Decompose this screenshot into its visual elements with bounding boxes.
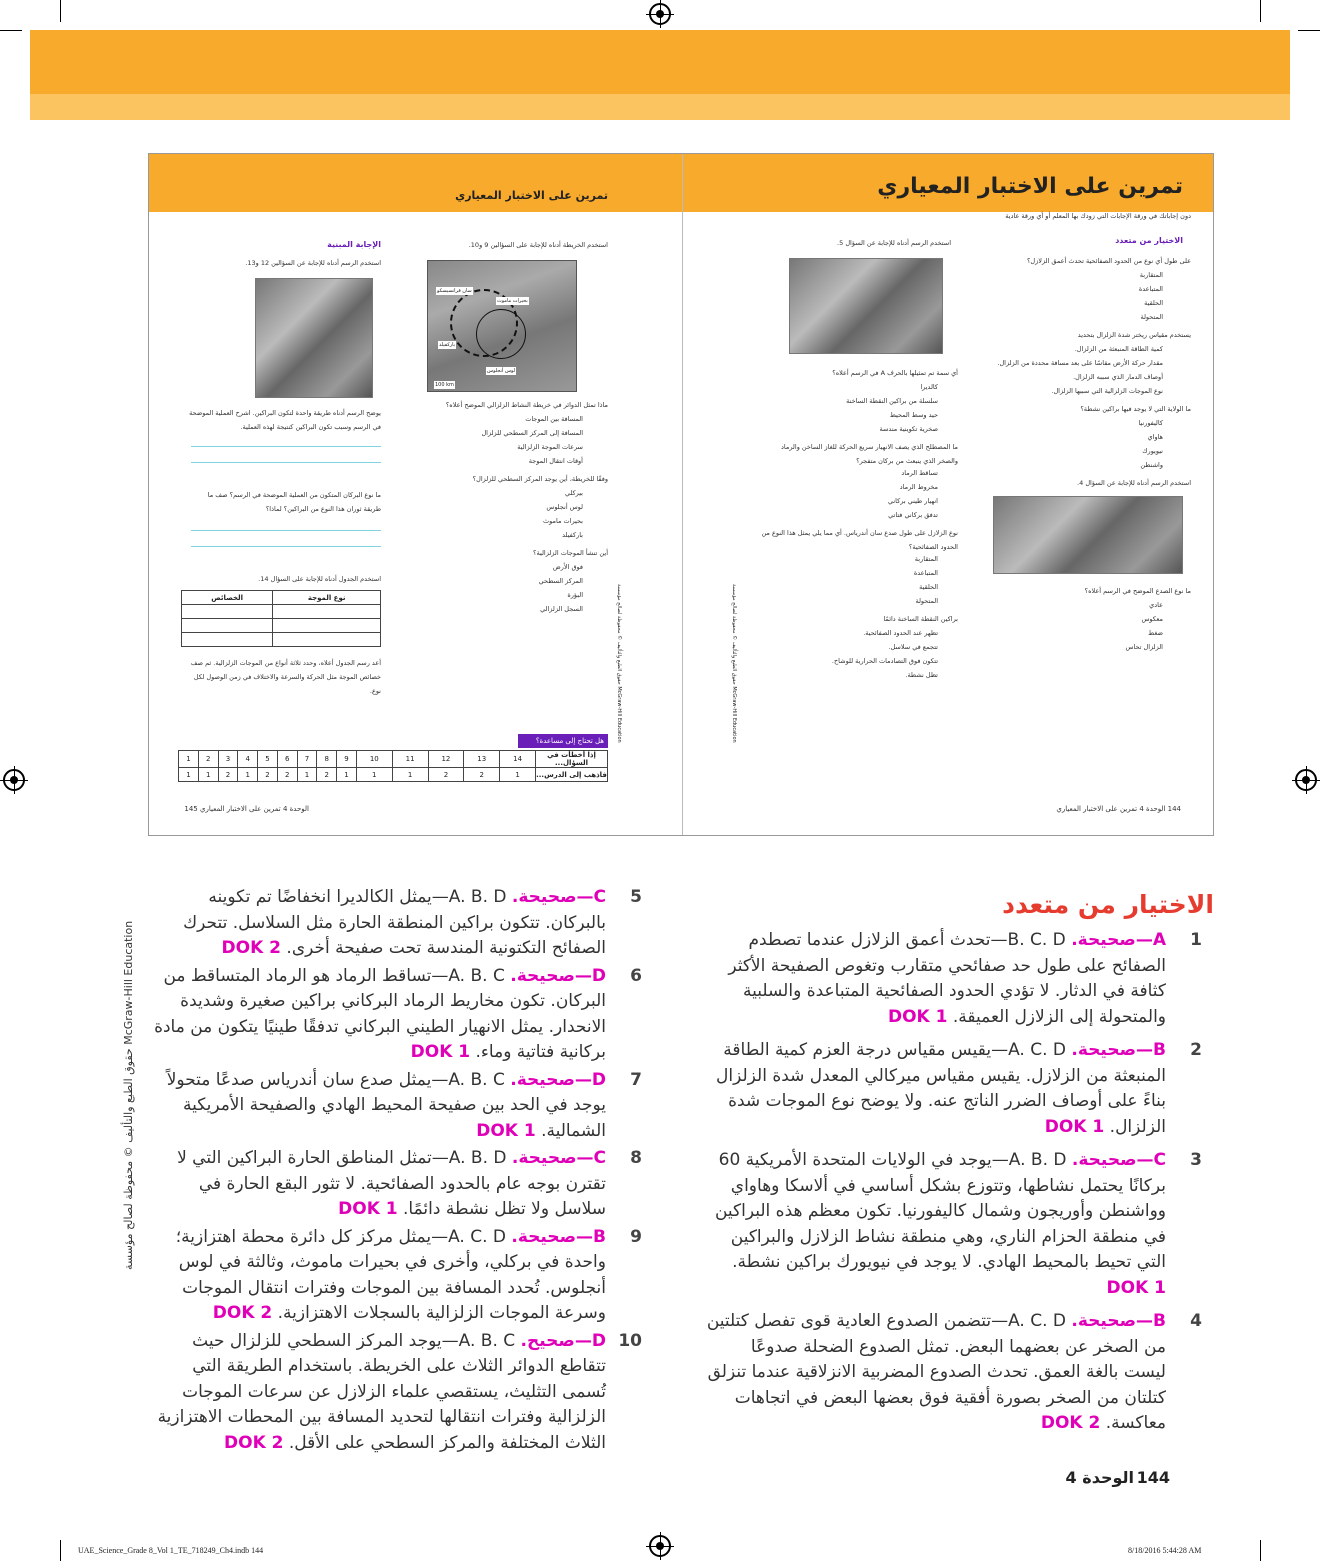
answer-correct-key: D—صحيحة.	[510, 965, 606, 986]
q9-opt: المسافة إلى المركز السطحي للزلزال	[481, 429, 583, 437]
footer-right: 144 الوحدة 4 تمرين على الاختبار المعياري	[1056, 805, 1181, 813]
q9-opt: سرعات الموجة الزلزالية	[517, 443, 583, 451]
dok-level: DOK 1	[410, 1042, 471, 1062]
answer-correct-key: C—صحيحة.	[1071, 1150, 1166, 1170]
help-question-number: 12	[428, 751, 464, 768]
answer-item	[150, 1146, 642, 1223]
help-lesson-number: 1	[179, 768, 199, 782]
help-question-number: 7	[297, 751, 317, 768]
q5-opt: كالديرا	[920, 383, 938, 391]
unit-label: الوحدة 4	[1065, 1468, 1134, 1487]
crop-mark	[60, 0, 61, 22]
crop-mark	[1260, 0, 1261, 22]
q4-opt: ضغط	[1148, 629, 1163, 637]
q9-opt: المسافة بين الموجات	[525, 415, 583, 423]
map-label: سان فرانسيسكو	[437, 288, 472, 294]
q10-opt: بحيرات ماموث	[543, 517, 583, 525]
help-question-number: 11	[392, 751, 428, 768]
q11: أين تنشأ الموجات الزلزالية؟	[533, 549, 608, 557]
answer-number: 8	[630, 1148, 642, 1168]
q7-opt: المتقاربة	[914, 555, 938, 563]
dok-level: DOK 1	[1044, 1116, 1105, 1137]
dok-level: DOK 2	[224, 1432, 284, 1453]
answer-item	[150, 1329, 642, 1457]
fault-diagram-image	[993, 496, 1183, 574]
map-scale: 100 km	[435, 382, 454, 388]
dok-level: DOK 1	[476, 1120, 536, 1141]
answer-correct-key: B—صحيحة.	[1071, 1311, 1166, 1331]
q14: أعد رسم الجدول أعلاه، وحدد ثلاثة أنواع من الموجات الزلزالية. ثم صف خصائص الموجة مثل الحركة والسرعة والاختلاف في زمن الوصول لكل نوع.	[190, 659, 381, 695]
q2-opt: أوصاف الدمار الذي سببه الزلزال.	[1073, 373, 1163, 381]
answer-explanation: يمثل الكالديرا انخفاضًا تم تكوينه بالبركان. تتكون براكين المنطقة الحارة مثل السلاسل. تتحرك الصفائح التكتونية المندسة تحت صفيحة أخرى.	[183, 887, 606, 958]
q9: ماذا تمثل الدوائر في خريطة النشاط الزلزالي الموضح أعلاه؟	[445, 401, 608, 409]
answers-heading: الاختيار من متعدد	[1002, 890, 1214, 919]
spread-copyright: حقوق الطبع والتأليف © محفوظة لصالح مؤسسة McGraw-Hill Education	[616, 584, 622, 743]
q12: يوضح الرسم أدناه طريقة واحدة لتكون البراكين. اشرح العملية الموضحة في الرسم وسبب تكون البراكين كنتيجة لهذه العملية.	[189, 409, 381, 431]
q4-opt: الزلزال تحاس	[1125, 643, 1163, 651]
answer-correct-key: B—صحيحة.	[1071, 1040, 1166, 1060]
q9-opt: أوقات انتقال الموجة	[528, 457, 583, 465]
q5: أي سمة تم تمثيلها بالحرف A في الرسم أعلاه؟	[832, 369, 958, 377]
wave-table	[181, 590, 381, 647]
q13: ما نوع البركان المتكون من العملية الموضحة في الرسم؟ صف ما طريقة ثوران هذا النوع من البراكين؟ لماذا؟	[207, 491, 381, 513]
help-question-number: 10	[356, 751, 392, 768]
q1-opt: المتباعدة	[1138, 285, 1163, 293]
answer-distractors: A. B. D—	[991, 1150, 1072, 1170]
answer-correct-key: C—صحيحة.	[511, 887, 606, 907]
q1-opt: المتقاربة	[1139, 271, 1163, 279]
footer-left: الوحدة 4 تمرين على الاختبار المعياري 145	[184, 805, 309, 813]
answer-number: 6	[630, 965, 642, 986]
answer-number: 10	[618, 1330, 642, 1351]
answer-number: 9	[630, 1226, 642, 1247]
help-row-label: إذا أخطأت في السؤال...	[536, 751, 608, 768]
q10-opt: باركفيلد	[562, 531, 583, 539]
help-question-number: 5	[258, 751, 278, 768]
answer-distractors: A. B. C—	[441, 1330, 521, 1351]
dok-level: DOK 2	[1040, 1413, 1101, 1433]
registration-mark	[3, 769, 25, 791]
q3-opt: هاواي	[1147, 433, 1163, 441]
dok-level: DOK 2	[212, 1303, 273, 1323]
help-lesson-number: 1	[337, 768, 357, 782]
answer-distractors: A. B. C—	[431, 1069, 511, 1090]
dok-level: DOK 1	[338, 1199, 398, 1219]
answer-correct-key: D—صحيح.	[520, 1330, 606, 1351]
q10-opt: بيركلي	[564, 489, 583, 497]
help-question-number: 2	[198, 751, 218, 768]
q14-prompt: استخدم الجدول أدناه للإجابة على السؤال 14.	[258, 575, 381, 583]
answer-explanation: تساقط الرماد هو الرماد المتساقط من البركان. تكون مخاريط الرماد البركاني براكين صغيرة وشديدة الانحدار. يمثل الانهيار الطيني البركاني تدفقًا طينيًا يتكون من مادة بركانية فتاتية وماء.	[154, 965, 606, 1062]
answer-correct-key: B—صحيحة.	[511, 1226, 606, 1247]
q7-opt: الحلقية	[919, 583, 938, 591]
q4: ما نوع الصدع الموضح في الرسم أعلاه؟	[1084, 587, 1191, 595]
q11-opt: المركز السطحي	[538, 577, 583, 585]
help-lesson-number: 2	[317, 768, 337, 782]
map-label: لوس أنجلوس	[487, 368, 516, 374]
answer-number: 2	[1190, 1040, 1202, 1060]
q8-opt: تظل نشطة.	[905, 671, 938, 679]
help-question-number: 4	[238, 751, 258, 768]
map-label: باركفيلد	[439, 342, 456, 348]
q2-opt: كمية الطاقة المنبعثة من الزلزال.	[1074, 345, 1163, 353]
spread-copyright: حقوق الطبع والتأليف © محفوظة لصالح مؤسسة McGraw-Hill Education	[731, 584, 737, 743]
q12-prompt: استخدم الرسم أدناه للإجابة عن السؤالين 12 و13.	[245, 259, 381, 267]
answer-line	[191, 446, 381, 447]
volcano-diagram-image	[789, 258, 943, 354]
answer-line	[191, 546, 381, 547]
print-date: 8/18/2016 5:44:28 AM	[1128, 1546, 1202, 1555]
q8-opt: تظهر عند الحدود الصفائحية.	[863, 629, 938, 637]
answer-line	[191, 530, 381, 531]
answer-item	[706, 928, 1202, 1030]
answer-distractors: A. C. D—	[431, 1226, 512, 1247]
help-question-number: 6	[277, 751, 297, 768]
q7-opt: المتباعدة	[913, 569, 938, 577]
q6-opt: مخروط الرماد	[899, 483, 938, 491]
q4-opt: عادي	[1149, 601, 1163, 609]
help-question-number: 13	[464, 751, 500, 768]
q5-opt: صخرية تكوينية مندسة	[879, 425, 938, 433]
q10-opt: لوس أنجلوس	[546, 503, 583, 511]
q8-opt: تتكون فوق التصادمات الحرارية للوشاح.	[831, 657, 938, 665]
answer-item	[706, 1148, 1202, 1301]
answer-explanation: يقيس مقياس درجة العزم كمية الطاقة المنبعثة من الزلازل. يقيس مقياس ميركالي المعدل شدة الزلزال بناءً على أوصاف الضرر الناتج عنه. ولا يوضح نوع الموجات شدة الزلزال.	[716, 1040, 1166, 1137]
answer-explanation: تتضمن الصدوع العادية قوى تفصل كتلتين من الصخر عن بعضهما البعض. تمثل الصدوع الضحلة صدوعًا ليست بالغة العمق. تحدث الصدوع المضربية الانزلاقية عندما تنزلق كتلتان من الصخر بصورة أفقية فوق بعضها البعض في اتجاهات معاكسة.	[706, 1311, 1166, 1433]
help-row-label: فاذهب إلى الدرس...	[536, 768, 608, 782]
help-question-number: 9	[337, 751, 357, 768]
q11-opt: فوق الأرض	[552, 563, 583, 571]
q5-opt: حيد وسط المحيط	[889, 411, 938, 419]
q11-opt: السجل الزلزالي	[540, 605, 583, 613]
registration-mark	[649, 1535, 671, 1557]
answer-distractors: A. B. C—	[431, 965, 511, 986]
q3: ما الولاية التي لا يوجد فيها براكين نشطة؟	[1080, 405, 1191, 413]
help-question-number: 14	[500, 751, 536, 768]
answer-distractors: A. C. D—	[991, 1040, 1072, 1060]
answers-right-column	[706, 928, 1202, 1445]
help-question-number: 8	[317, 751, 337, 768]
q6: ما المصطلح الذي يصف الانهيار سريع الحركة للغاز الساخن والرماد والصخر الذي ينبعث من بركان متفجر؟	[780, 443, 958, 465]
spread-divider	[682, 154, 683, 835]
answer-distractors: A. B. D—	[431, 1148, 512, 1168]
answer-number: 5	[630, 887, 642, 907]
answer-correct-key: A—صحيحة.	[1071, 930, 1166, 950]
answer-explanation: تحدث أعمق الزلازل عندما تصطدم الصفائح على طول حد صفائحي متقارب وتغوص الصفيحة الأكثر كثافة في الدثار. لا تؤدي الحدود الصفائحية المتباعدة والسلبية والمتحولة إلى الزلازل العميقة.	[728, 930, 1166, 1027]
answer-explanation: تمثل المناطق الحارة البراكين التي لا تقترن بوجه عام بالحدود الصفائحية. لا تثور البقع الحارة في سلاسل ولا تظل نشطة دائمًا.	[177, 1148, 606, 1219]
help-lesson-number: 2	[277, 768, 297, 782]
crop-mark	[60, 1540, 61, 1561]
q8-opt: تتجمع في سلاسل.	[888, 643, 938, 651]
answer-item	[150, 964, 642, 1066]
answer-line	[191, 462, 381, 463]
instructions: دون إجاباتك في ورقة الإجابات التي زودك بها المعلم أو أي ورقة عادية	[1005, 212, 1191, 220]
q3-opt: كاليفورنيا	[1138, 419, 1163, 427]
map-label: بحيرات ماموث	[497, 298, 528, 304]
help-lesson-number: 2	[428, 768, 464, 782]
answer-explanation: يوجد في الولايات المتحدة الأمريكية 60 بركانًا يحتمل نشاطها، وتتوزع بشكل أساسي في ألاسكا وهاواي وواشنطن وأوريجون وشمال كاليفورنيا. تكون معظم هذه البراكين في منطقة الحزام الناري، وهي منطقة نشاط الزلازل والبراكين التي تحيط بالمحيط الهادي. لا يوجد في نيويورك براكين نشطة.	[714, 1150, 1166, 1272]
help-lesson-number: 1	[356, 768, 392, 782]
answer-explanation: يوجد المركز السطحي للزلزال حيث تتقاطع الدوائر الثلاث على الخريطة. باستخدام الطريقة التي تُسمى التثليث، يستقصي علماء الزلازل عن سرعات الموجات الزلزالية وفترات انتقالها لتحديد المسافة بين المحطات الاهتزازية الثلاث المختلفة والمركز السطحي على الأقل.	[157, 1330, 606, 1453]
crop-mark	[0, 30, 22, 31]
q1-opt: الحلقية	[1144, 299, 1163, 307]
help-lesson-number: 2	[258, 768, 278, 782]
registration-mark	[649, 3, 671, 25]
answer-item	[150, 1225, 642, 1327]
answer-explanation: يمثل صدع سان أندرياس صدعًا متحولاً يوجد في الحد بين صفيحة المحيط الهادي والصفيحة الأمريكية الشمالية.	[166, 1069, 606, 1141]
dok-level: DOK 1	[1106, 1277, 1166, 1298]
q3-opt: واشنطن	[1140, 461, 1163, 469]
q6-opt: انهيار طيني بركاني	[887, 497, 938, 505]
q8: براكين النقطة الساخنة دائمًا	[883, 615, 958, 623]
q7-opt: المتحولة	[915, 597, 938, 605]
crop-mark	[1298, 30, 1320, 31]
help-lesson-number: 1	[500, 768, 536, 782]
construct-heading: الإجابة المبنية	[327, 240, 381, 249]
answer-number: 3	[1190, 1150, 1202, 1170]
subduction-diagram-image	[255, 278, 373, 398]
q1: على طول أي نوع من الحدود الصفائحية تحدث أعمق الزلازل؟	[1026, 257, 1191, 265]
q1-opt: المتحولة	[1140, 313, 1163, 321]
answer-item	[150, 885, 642, 962]
answer-item	[150, 1068, 642, 1145]
answer-distractors: A. C. D—	[991, 1311, 1072, 1331]
q9-prompt: استخدم الخريطة أدناه للإجابة على السؤالين 9 و10.	[468, 241, 608, 249]
q5-opt: سلسلة من براكين النقطة الساخنة	[846, 397, 938, 405]
seismic-map-image	[427, 260, 577, 392]
answer-number: 1	[1190, 930, 1202, 950]
student-page-spread	[148, 153, 1214, 836]
help-question-number: 1	[179, 751, 199, 768]
dok-level: DOK 1	[887, 1006, 948, 1027]
answer-correct-key: D—صحيحة.	[510, 1069, 606, 1090]
right-page-title: تمرين على الاختبار المعياري	[877, 174, 1183, 199]
q4-prompt: استخدم الرسم أدناه للإجابة عن السؤال 4.	[1077, 479, 1191, 487]
help-question-number: 3	[218, 751, 238, 768]
help-lesson-number: 1	[297, 768, 317, 782]
side-copyright: McGraw-Hill Education حقوق الطبع والتأليف © محفوظة لصالح مؤسسة	[122, 920, 135, 1270]
q4-opt: معكوس	[1141, 615, 1163, 623]
help-lesson-number: 1	[238, 768, 258, 782]
help-lesson-number: 1	[392, 768, 428, 782]
help-lesson-number: 2	[464, 768, 500, 782]
answers-left-column	[150, 885, 642, 1458]
answer-correct-key: C—صحيحة.	[511, 1148, 606, 1168]
answer-number: 4	[1190, 1311, 1202, 1331]
q2-opt: مقدار حركة الأرض مقاسًا على بعد مسافة محددة من الزلزال.	[997, 359, 1163, 367]
header-banner	[30, 30, 1290, 94]
q11-opt: البؤرة	[567, 591, 583, 599]
q2-opt: نوع الموجات الزلزالية التي سببها الزلزال.	[1051, 387, 1163, 395]
table-header: نوع الموجة	[273, 591, 381, 605]
help-title: هل تحتاج إلى مساعدة؟	[518, 734, 608, 748]
registration-mark	[1295, 769, 1317, 791]
epicenter-circle	[476, 309, 526, 359]
mc-heading: الاختيار من متعدد	[1115, 236, 1183, 245]
table-header: الخصائص	[182, 591, 273, 605]
help-table	[178, 750, 608, 782]
q6-opt: تدفق بركاني فتاتي	[888, 511, 938, 519]
q10: وفقًا للخريطة، أين يوجد المركز السطحي للزلزال؟	[472, 475, 608, 483]
q2: يستخدم مقياس ريختر شدة الزلزال بتحديد	[1077, 331, 1191, 339]
q5-prompt: استخدم الرسم أدناه للإجابة عن السؤال 5.	[837, 239, 951, 247]
page-number: 144	[1136, 1468, 1170, 1487]
answer-distractors: A. B. D—	[431, 887, 512, 907]
answer-item	[706, 1309, 1202, 1437]
q7: نوع الزلازل على طول صدع سان أندرياس. أي مما يلي يمثل هذا النوع من الحدود الصفائحية؟	[761, 529, 958, 551]
answer-item	[706, 1038, 1202, 1140]
help-lesson-number: 1	[198, 768, 218, 782]
dok-level: DOK 2	[221, 938, 282, 958]
file-slug: UAE_Science_Grade 8_Vol 1_TE_718249_Ch4.indb 144	[78, 1546, 264, 1555]
q6-opt: تساقط الرماد	[901, 469, 938, 477]
answer-explanation: يمثل مركز كل دائرة محطة اهتزازية؛ واحدة في بركلي، وأخرى في بحيرات ماموث، وثالثة في لوس أنجلوس. تُحدد المسافة بين الموجات وفترات انتقال الموجات وسرعة الموجات الزلزالية بالسجلات الاهتزازية.	[175, 1226, 606, 1323]
help-lesson-number: 2	[218, 768, 238, 782]
answer-distractors: B. C. D—	[990, 930, 1072, 950]
header-banner-stripe	[30, 94, 1290, 120]
crop-mark	[1260, 1540, 1261, 1561]
q3-opt: نيويورك	[1142, 447, 1163, 455]
answer-number: 7	[630, 1069, 642, 1090]
left-page-title: تمرين على الاختبار المعياري	[455, 189, 608, 202]
